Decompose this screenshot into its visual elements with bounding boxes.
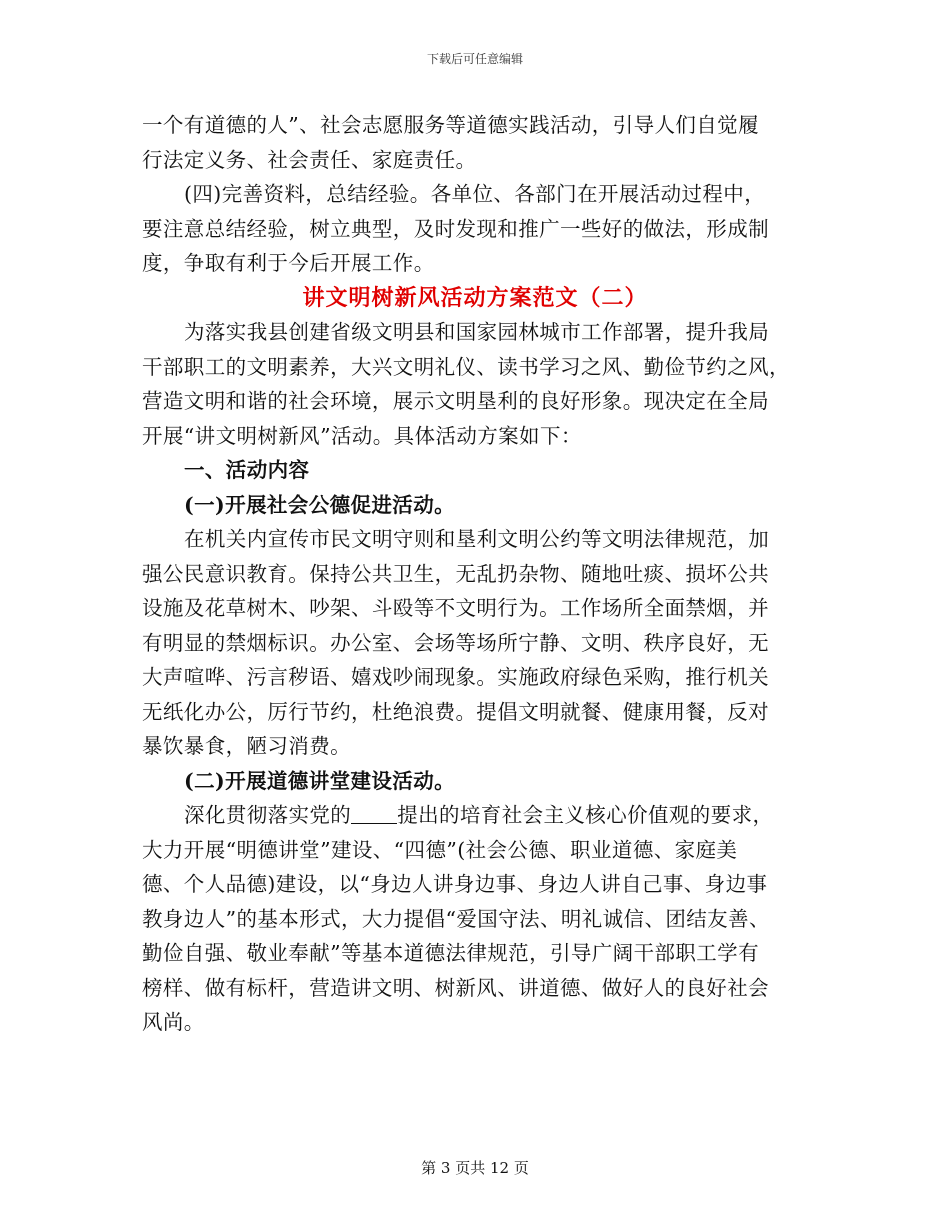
text-line: 营造文明和谐的社会环境，展示文明垦利的良好形象。现决定在全局	[142, 389, 769, 413]
subheading-line: (二)开展道德讲堂建设活动。	[184, 768, 455, 793]
text-line: 无纸化办公，厉行节约，杜绝浪费。提倡文明就餐、健康用餐，反对	[142, 699, 769, 724]
text-line: (四)完善资料，总结经验。各单位、各部门在开展活动过程中，	[184, 182, 766, 206]
text-line: 有明显的禁烟标识。办公室、会场等场所宁静、文明、秩序良好，无	[142, 630, 769, 655]
page-header: 下载后可任意编辑	[426, 52, 523, 66]
text-line: 为落实我县创建省级文明县和国家园林城市工作部署，提升我局	[184, 320, 770, 344]
text-line: 行法定义务、社会责任、家庭责任。	[142, 147, 477, 172]
text-line: 德、个人品德)建设，以“身边人讲身边事、身边人讲自己事、身边事	[142, 872, 768, 896]
text-line: 一个有道德的人”、社会志愿服务等道德实践活动，引导人们自觉履	[142, 113, 759, 137]
subheading-line: (一)开展社会公德促进活动。	[184, 492, 455, 517]
text-line: 大声喧哗、污言秽语、嬉戏吵闹现象。实施政府绿色采购，推行机关	[142, 665, 769, 689]
text-segment: 深化贯彻落实党的	[184, 803, 352, 827]
text-line: 设施及花草树木、吵架、斗殴等不文明行为。工作场所全面禁烟，并	[142, 596, 769, 620]
text-line: 度，争取有利于今后开展工作。	[142, 251, 435, 275]
heading-line: 一、活动内容	[184, 458, 310, 482]
text-line: 干部职工的文明素养，大兴文明礼仪、读书学习之风、勤俭节约之风，	[142, 354, 790, 379]
text-line: 教身边人”的基本形式，大力提倡“爱国守法、明礼诚信、团结友善、	[142, 906, 770, 931]
text-line: 勤俭自强、敬业奉献”等基本道德法律规范，引导广阔干部职工学有	[142, 941, 759, 965]
text-line: 风尚。	[142, 1010, 205, 1034]
text-line: 暴饮暴食，陋习消费。	[142, 734, 351, 758]
text-line: 要注意总结经验，树立典型，及时发现和推广一些好的做法，形成制	[142, 216, 769, 241]
page-footer: 第 3 页共 12 页	[421, 1159, 529, 1177]
text-line: 大力开展“明德讲堂”建设、“四德”(社会公德、职业道德、家庭美	[142, 837, 738, 862]
text-segment: 提出的培育社会主义核心价值观的要求，	[397, 803, 774, 827]
document-body	[142, 108, 808, 1040]
fill-in-blank	[351, 805, 397, 824]
text-line-with-blank	[142, 798, 808, 833]
section-title: 讲文明树新风活动方案范文（二）	[302, 284, 648, 311]
text-line: 强公民意识教育。保持公共卫生，无乱扔杂物、随地吐痰、损坏公共	[142, 561, 769, 586]
text-line: 在机关内宣传市民文明守则和垦利文明公约等文明法律规范，加	[184, 527, 770, 551]
text-line: 开展“讲文明树新风”活动。具体活动方案如下：	[142, 423, 582, 448]
text-line: 榜样、做有标杆，营造讲文明、树新风、讲道德、做好人的良好社会	[142, 975, 769, 1000]
